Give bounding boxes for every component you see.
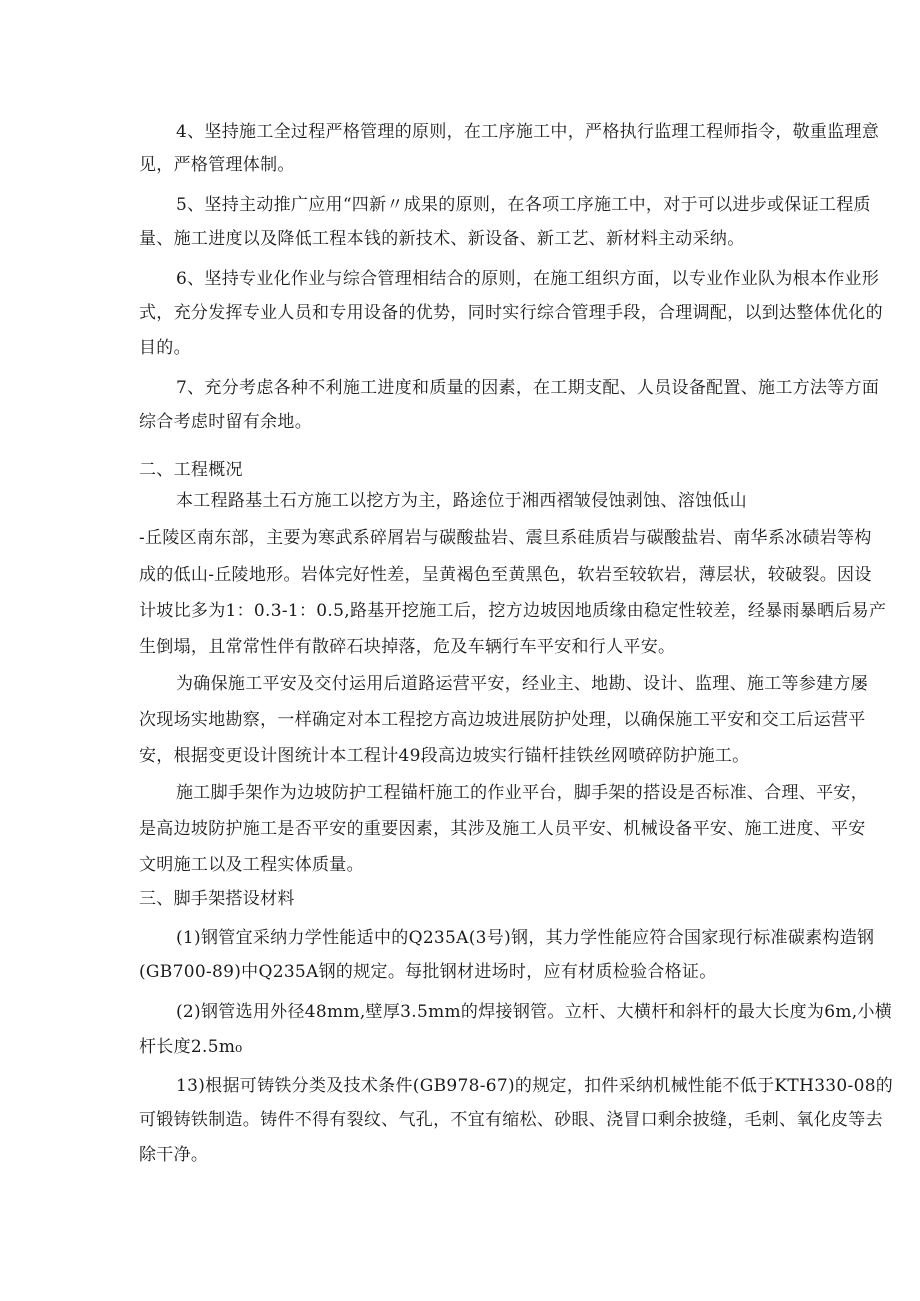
section-2-para-1-line-4: 计坡比多为1：0.3-1：0.5,路基开挖施工后，挖方边坡因地质缘由稳定性较差，经暴雨暴晒后易产: [139, 601, 887, 621]
section-3-item-2-line-2: 杆长度2.5m₀: [139, 1037, 243, 1057]
principle-4-line-2: 见，严格管理体制。: [139, 155, 295, 175]
section-2-para-1-line-2: -丘陵区南东部，主要为寒武系碎屑岩与碳酸盐岩、震旦系硅质岩与碳酸盐岩、南华系冰碛岩等构: [139, 528, 872, 548]
principle-7-line-1: 7、充分考虑各种不利施工进度和质量的因素，在工期支配、人员设备配置、施工方法等方面: [176, 378, 880, 398]
principle-6-line-2: 式，充分发挥专业人员和专用设备的优势，同时实行综合管理手段，合理调配，以到达整体优化的: [139, 303, 883, 323]
section-2-para-1-line-5: 生倒塌，且常常性伴有散碎石块掉落，危及车辆行车平安和行人平安。: [139, 637, 676, 657]
section-2-para-1-line-1: 本工程路基土石方施工以挖方为主，路途位于湘西褶皱侵蚀剥蚀、溶蚀低山: [176, 491, 747, 511]
section-3-heading: 三、脚手架搭设材料: [139, 889, 295, 909]
section-2-para-2-line-2: 次现场实地勘察，一样确定对本工程挖方高边坡进展防护处理，以确保施工平安和交工后运营平: [139, 710, 866, 730]
section-3-item-1-line-2: (GB700-89)中Q235A钢的规定。每批钢材进场时，应有材质检验合格证。: [139, 962, 717, 982]
principle-4-line-1: 4、坚持施工全过程严格管理的原则，在工序施工中，严格执行监理工程师指令，敬重监理意: [176, 122, 880, 142]
section-2-para-3-line-2: 是高边坡防护施工是否平安的重要因素，其涉及施工人员平安、机械设备平安、施工进度、平安: [139, 819, 866, 839]
section-2-para-2-line-1: 为确保施工平安及交付运用后道路运营平安，经业主、地勘、设计、监理、施工等参建方屡: [176, 674, 868, 694]
section-3-item-3-line-1: 13)根据可铸铁分类及技术条件(GB978-67)的规定，扣件采纳机械性能不低于KTH330-08的: [176, 1076, 894, 1096]
principle-6-line-1: 6、坚持专业化作业与综合管理相结合的原则，在施工组织方面，以专业作业队为根本作业形: [176, 269, 880, 289]
section-3-item-3-line-3: 除干净。: [139, 1145, 209, 1165]
principle-5-line-2: 量、施工进度以及降低工程本钱的新技术、新设备、新工艺、新材料主动采纳。: [139, 229, 745, 249]
principle-6-line-3: 目的。: [139, 338, 191, 358]
section-3-item-3-line-2: 可锻铸铁制造。铸件不得有裂纹、气孔，不宜有缩松、砂眼、浇冒口剩余披缝，毛刺、氧化皮等去: [139, 1110, 883, 1130]
section-3-item-1-line-1: (1)钢管宜采纳力学性能适中的Q235A(3号)钢，其力学性能应符合国家现行标准碳素构造钢: [176, 928, 875, 948]
section-3-item-2-line-1: (2)钢管选用外径48mm,壁厚3.5mm的焊接钢管。立杆、大横杆和斜杆的最大长度为6m,小横: [176, 1002, 893, 1022]
section-2-para-3-line-3: 文明施工以及工程实体质量。: [139, 855, 364, 875]
section-2-para-3-line-1: 施工脚手架作为边坡防护工程锚杆施工的作业平台，脚手架的搭设是否标准、合理、平安，: [176, 783, 868, 803]
principle-7-line-2: 综合考虑时留有余地。: [139, 412, 312, 432]
section-2-para-2-line-3: 安，根据变更设计图统计本工程计49段高边坡实行锚杆挂铁丝网喷碎防护施工。: [139, 746, 750, 766]
section-2-heading: 二、工程概况: [139, 460, 243, 480]
principle-5-line-1: 5、坚持主动推广应用“四新〃成果的原则，在各项工序施工中，对于可以进步或保证工程质: [176, 195, 871, 215]
section-2-para-1-line-3: 成的低山-丘陵地形。岩体完好性差，呈黄褐色至黄黑色，软岩至较软岩，薄层状，较破裂。因设: [139, 565, 872, 585]
